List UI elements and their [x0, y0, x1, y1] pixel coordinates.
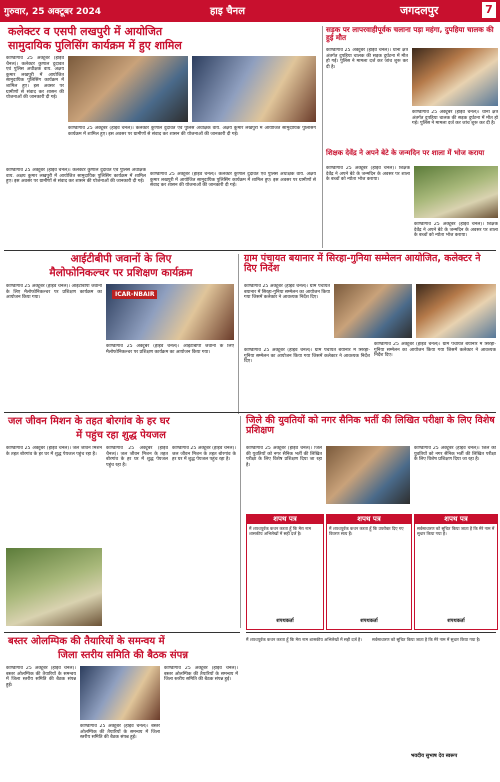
notice-box-2 [326, 514, 412, 630]
story7-body-2: कोण्डागांव 25 अक्टूबर (हाईवे चैनल)। जिले की युवतियों को नगर सैनिक भर्ती की लिखित परीक्षा के लिए विशेष प्रशिक्षण दिया जा रहा है। [414, 446, 496, 463]
story2-body: कोण्डागांव 25 अक्टूबर (हाईवे चैनल)। थाना क्षेत्र अंतर्गत दुपहिया चालक की सड़क दुर्घटना में मौत हो गई। पुलिस ने मामला दर्ज कर जांच शुरू कर दी है। [326, 48, 408, 70]
story1-body-col2: कोण्डागांव 25 अक्टूबर (हाईवे चैनल)। कलेक्टर कुणाल दुदावत एवं पुलिस अधीक्षक वाय. अक्षय कुमार लखपुरी में आयोजित सामुदायिक पुलिसिंग कार्यक्रम में शामिल हुए। इस अवसर पर ग्रामीणों से संवाद कर शासन की योजनाओं की जानकारी दी गई। [68, 126, 316, 137]
story3-body-2: कोण्डागांव 25 अक्टूबर (हाईवे चैनल)। शिक्षक देवेंद्र ने अपने बेटे के जन्मदिन के अवसर पर शाला के बच्चों को न्योता भोज कराया। [414, 222, 498, 239]
story2-body-2: कोण्डागांव 25 अक्टूबर (हाईवे चैनल)। थाना क्षेत्र अंतर्गत दुपहिया चालक की सड़क दुर्घटना में मौत हो गई। पुलिस ने मामला दर्ज कर जांच शुरू कर दी है। [412, 110, 498, 127]
story8-photo [80, 666, 160, 720]
story7-headline: जिले की युवतियों को नगर सैनिक भर्ती की लिखित परीक्षा के लिए विशेष प्रशिक्षण [246, 415, 495, 437]
page-number: 7 [482, 2, 496, 18]
notice-box-3 [414, 514, 498, 630]
story1-body-col1: कोण्डागांव 25 अक्टूबर (हाईवे चैनल)। कलेक्टर कुणाल दुदावत एवं पुलिस अधीक्षक वाय. अक्षय कुमार लखपुरी में आयोजित सामुदायिक पुलिसिंग कार्यक्रम में शामिल हुए। इस अवसर पर ग्रामीणों से संवाद कर शासन की योजनाओं की जानकारी दी गई। [6, 56, 64, 101]
story4-body: कोण्डागांव 25 अक्टूबर (हाईवे चैनल)। आईटीबीपी जवानों के लिए मैलोफोनिकल्चर पर प्रशिक्षण कार्यक्रम का आयोजन किया गया। [6, 284, 102, 301]
story8-body-3: कोण्डागांव 25 अक्टूबर (हाईवे चैनल)। बस्तर ओलम्पिक की तैयारियों के समन्वय में जिला स्तरीय समिति की बैठक संपन्न हुई। [164, 666, 238, 683]
story8-headline-1: बस्तर ओलम्पिक की तैयारियों के समन्वय में [8, 636, 165, 647]
story8-headline-2: जिला स्तरीय समिति की बैठक संपन्न [57, 650, 189, 661]
story1-body-col4: कोण्डागांव 25 अक्टूबर (हाईवे चैनल)। कलेक्टर कुणाल दुदावत एवं पुलिस अधीक्षक वाय. अक्षय कुमार लखपुरी में आयोजित सामुदायिक पुलिसिंग कार्यक्रम में शामिल हुए। इस अवसर पर ग्रामीणों से संवाद कर शासन की योजनाओं की जानकारी दी गई। [150, 172, 316, 189]
story3-photo [414, 166, 498, 218]
section-rule-2 [4, 412, 496, 413]
header-city: जगदलपुर [400, 4, 439, 17]
story8-body: कोण्डागांव 25 अक्टूबर (हाईवे चैनल)। बस्तर ओलम्पिक की तैयारियों के समन्वय में जिला स्तरीय समिति की बैठक संपन्न हुई। [6, 666, 76, 688]
column-divider-3 [240, 416, 241, 628]
column-divider-2 [238, 254, 239, 414]
story4-photo [106, 284, 234, 340]
story6-headline-2: में पहुंच रहा शुद्ध पेयजल [76, 430, 166, 441]
story6-body-2: कोण्डागांव 25 अक्टूबर (हाईवे चैनल)। जल जीवन मिशन के तहत बोरगांव के हर घर में शुद्ध पेयजल पहुंच रहा है। [106, 446, 168, 468]
story6-photo [6, 548, 102, 626]
story4-body-2: कोण्डागांव 25 अक्टूबर (हाईवे चैनल)। आईटीबीपी जवानों के लिए मैलोफोनिकल्चर पर प्रशिक्षण कार्यक्रम का आयोजन किया गया। [106, 344, 234, 355]
notice-box-1-title: शपथ पत्र [247, 515, 323, 524]
story4-headline-1: आईटीबीपी जवानों के लिए [70, 253, 172, 265]
notice-box-3-sign: शपथकर्ता [447, 618, 465, 624]
story7-photo [326, 446, 410, 504]
notice-area-text-1: मैं शपथपूर्वक कथन करता हूँ कि मेरा नाम शासकीय अभिलेखों में सही दर्ज है। [246, 637, 362, 642]
section-rule-3 [4, 632, 240, 633]
story6-body-3: कोण्डागांव 25 अक्टूबर (हाईवे चैनल)। जल जीवन मिशन के तहत बोरगांव के हर घर में शुद्ध पेयजल पहुंच रहा है। [172, 446, 236, 463]
story1-headline-2: सामुदायिक पुलिसिंग कार्यक्रम में हुए शामिल [8, 39, 182, 52]
notice-area [246, 632, 496, 779]
story7-body: कोण्डागांव 25 अक्टूबर (हाईवे चैनल)। जिले की युवतियों को नगर सैनिक भर्ती की लिखित परीक्षा के लिए विशेष प्रशिक्षण दिया जा रहा है। [246, 446, 322, 468]
notice-box-1 [246, 514, 324, 630]
paper-name: हाइ चैनल [210, 6, 245, 17]
notice-box-1-sign: शपथकर्ता [276, 618, 294, 624]
header-date: गुरुवार, 25 अक्टूबर 2024 [4, 7, 101, 17]
story5-headline: ग्राम पंचायत बयानार में सिरहा-गुनिया सम्मेलन आयोजित, कलेक्टर ने दिए निर्देश [244, 253, 481, 275]
notice-box-2-sign: शपथकर्ता [360, 618, 378, 624]
story5-body-2: कोण्डागांव 25 अक्टूबर (हाईवे चैनल)। ग्राम पंचायत बयानार में सिरहा-गुनिया सम्मेलन का आयोजन किया गया जिसमें कलेक्टर ने आवश्यक निर्देश दिए। [244, 348, 370, 365]
story1-body-col3: कोण्डागांव 25 अक्टूबर (हाईवे चैनल)। कलेक्टर कुणाल दुदावत एवं पुलिस अधीक्षक वाय. अक्षय कुमार लखपुरी में आयोजित सामुदायिक पुलिसिंग कार्यक्रम में शामिल हुए। इस अवसर पर ग्रामीणों से संवाद कर शासन की योजनाओं की जानकारी दी गई। [6, 168, 146, 185]
story6-body: कोण्डागांव 25 अक्टूबर (हाईवे चैनल)। जल जीवन मिशन के तहत बोरगांव के हर घर में शुद्ध पेयजल पहुंच रहा है। [6, 446, 102, 457]
story6-headline-1: जल जीवन मिशन के तहत बोरगांव के हर घर [8, 416, 170, 427]
notice-box-3-body: सर्वसाधारण को सूचित किया जाता है कि मेरे नाम में सुधार किया गया है। [417, 526, 495, 537]
story2-photo [412, 48, 498, 106]
story4-headline-2: मैलोफोनिकल्चर पर प्रशिक्षण कार्यक्रम [49, 267, 193, 279]
story1-photo-2 [192, 56, 316, 122]
story8-body-2: कोण्डागांव 25 अक्टूबर (हाईवे चैनल)। बस्तर ओलम्पिक की तैयारियों के समन्वय में जिला स्तरीय समिति की बैठक संपन्न हुई। [80, 724, 160, 741]
notice-box-2-title: शपथ पत्र [327, 515, 411, 524]
story5-photo-2 [416, 284, 496, 338]
story1-photo-1 [68, 56, 188, 122]
story5-body: कोण्डागांव 25 अक्टूबर (हाईवे चैनल)। ग्राम पंचायत बयानार में सिरहा-गुनिया सम्मेलन का आयोजन किया गया जिसमें कलेक्टर ने आवश्यक निर्देश दिए। [244, 284, 330, 301]
notice-box-3-title: शपथ पत्र [415, 515, 497, 524]
header-bar [0, 0, 500, 22]
story3-headline: शिक्षक देवेंद्र ने अपने बेटे के जन्मदिन पर शाला में भोज कराया [326, 149, 485, 157]
column-divider [322, 26, 323, 248]
story5-photo-1 [334, 284, 412, 338]
story2-headline: सड़क पर लापरवाहीपूर्वक चलाना पड़ा महंगा, दुपहिया चालक की हुई मौत [326, 25, 494, 42]
notice-box-1-body: मैं शपथपूर्वक कथन करता हूँ कि मेरा नाम शासकीय अभिलेखों में सही दर्ज है। [249, 526, 312, 537]
story5-body-3: कोण्डागांव 25 अक्टूबर (हाईवे चैनल)। ग्राम पंचायत बयानार में सिरहा-गुनिया सम्मेलन का आयोजन किया गया जिसमें कलेक्टर ने आवश्यक निर्देश दिए। [374, 342, 496, 359]
notice-area-text-2: सर्वसाधारण को सूचित किया जाता है कि मेरे नाम में सुधार किया गया है। [372, 637, 481, 642]
photo-banner: ICAR-NBAIR [112, 290, 157, 299]
notice-box-2-body: मैं शपथपूर्वक कथन करता हूँ कि उपरोक्त दिए गए विवरण सत्य हैं। [329, 526, 404, 537]
section-rule [4, 250, 496, 251]
story3-body: कोण्डागांव 25 अक्टूबर (हाईवे चैनल)। शिक्षक देवेंद्र ने अपने बेटे के जन्मदिन के अवसर पर शाला के बच्चों को न्योता भोज कराया। [326, 166, 410, 183]
notice-area-sign: भवदीय सुभाष देव स्वरूप [410, 753, 458, 759]
story1-headline-1: कलेक्टर व एसपी लखपुरी में आयोजित [8, 25, 163, 38]
